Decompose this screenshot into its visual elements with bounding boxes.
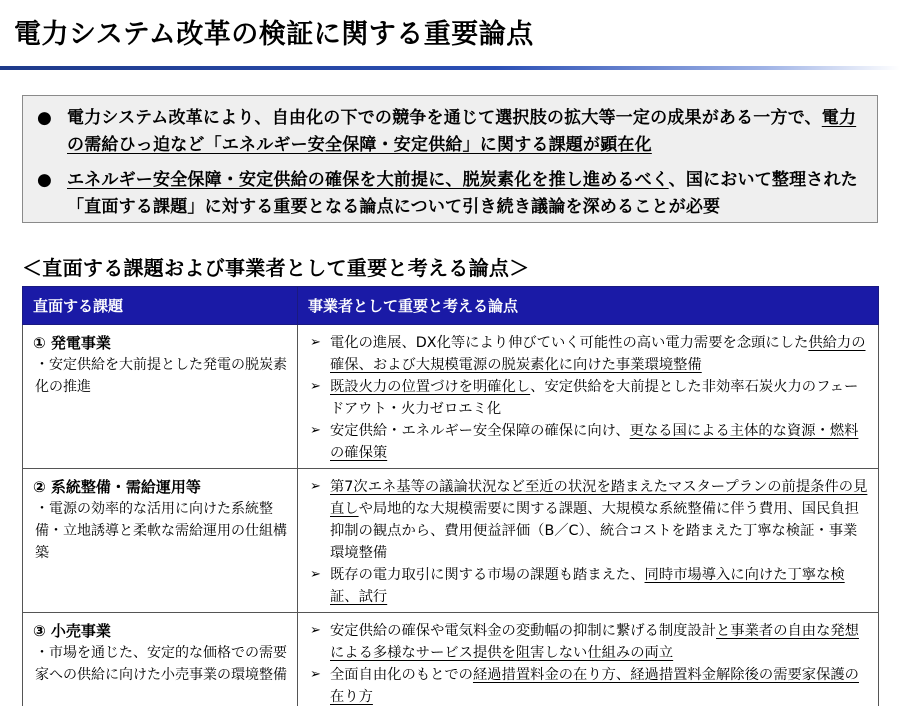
point-item: ➢ 安定供給の確保や電気料金の変動幅の抑制に繋げる制度設計と事業者の自由な発想による多様なサービス提供を阻害しない仕組みの両立	[308, 620, 870, 664]
points-cell	[298, 613, 879, 706]
table-header-row	[23, 287, 879, 325]
point-item: ➢ 第7次エネ基等の議論状況など至近の状況を踏まえたマスタープランの前提条件の見直しや局地的な大規模需要に関する課題、大規模な系統整備に伴う費用、国民負担抑制の観点から、費用便益評価（B／C）、統合コストを踏まえた丁寧な検証・事業環境整備	[308, 476, 870, 564]
arrow-bullet-icon: ➢	[310, 335, 321, 350]
arrow-bullet-icon: ➢	[310, 379, 321, 394]
point-item: ➢ 全面自由化のもとでの経過措置料金の在り方、経過措置料金解除後の需要家保護の在り方	[308, 664, 870, 706]
arrow-bullet-icon: ➢	[310, 567, 321, 582]
point-item: ➢ 安定供給・エネルギー安全保障の確保に向け、更なる国による主体的な資源・燃料の確保策	[308, 420, 870, 464]
summary-text: エネルギー安全保障・安定供給の確保を大前提に、脱炭素化を推し進めるべく、国において整理された「直面する課題」に対する重要となる論点について引き続き議論を深めることが必要	[67, 170, 858, 217]
arrow-bullet-icon: ➢	[310, 423, 321, 438]
issues-table	[22, 286, 879, 706]
issue-cell	[23, 469, 298, 613]
section-heading: ＜直面する課題および事業者として重要と考える論点＞	[22, 256, 530, 280]
title-divider	[0, 66, 900, 70]
page-title: 電力システム改革の検証に関する重要論点	[14, 19, 534, 50]
column-header-issues: 直面する課題	[23, 287, 298, 325]
point-item: ➢ 既設火力の位置づけを明確化し、安定供給を大前提とした非効率石炭火力のフェードアウト・火力ゼロエミ化	[308, 376, 870, 420]
issue-title: ③ 小売事業	[33, 622, 111, 640]
summary-text: 電力システム改革により、自由化の下での競争を通じて選択肢の拡大等一定の成果がある一方で、電力の需給ひっ迫など「エネルギー安全保障・安定供給」に関する課題が顕在化	[67, 108, 857, 155]
issue-description: ・市場を通じた、安定的な価格での需要家への供給に向けた小売事業の環境整備	[35, 645, 287, 683]
arrow-bullet-icon: ➢	[310, 667, 321, 682]
summary-point	[37, 167, 859, 221]
point-item: ➢ 既存の電力取引に関する市場の課題も踏まえた、同時市場導入に向けた丁寧な検証、試行	[308, 564, 870, 608]
table-row	[23, 469, 879, 613]
issue-description: ・電源の効率的な活用に向けた系統整備・立地誘導と柔軟な需給運用の仕組構築	[35, 501, 287, 561]
bullet-icon: ●	[37, 108, 52, 128]
summary-box	[22, 95, 878, 223]
table-row	[23, 325, 879, 469]
arrow-bullet-icon: ➢	[310, 479, 321, 494]
column-header-points: 事業者として重要と考える論点	[298, 287, 879, 325]
point-item: ➢ 電化の進展、DX化等により伸びていく可能性の高い電力需要を念頭にした供給力の確保、および大規模電源の脱炭素化に向けた事業環境整備	[308, 332, 870, 376]
arrow-bullet-icon: ➢	[310, 623, 321, 638]
issue-title: ① 発電事業	[33, 334, 111, 352]
table-row	[23, 613, 879, 706]
issue-description: ・安定供給を大前提とした発電の脱炭素化の推進	[35, 357, 287, 395]
bullet-icon: ●	[37, 170, 52, 190]
issue-cell	[23, 325, 298, 469]
points-cell	[298, 325, 879, 469]
issue-title: ② 系統整備・需給運用等	[33, 478, 201, 496]
issue-cell	[23, 613, 298, 706]
points-cell	[298, 469, 879, 613]
summary-point	[37, 105, 859, 159]
